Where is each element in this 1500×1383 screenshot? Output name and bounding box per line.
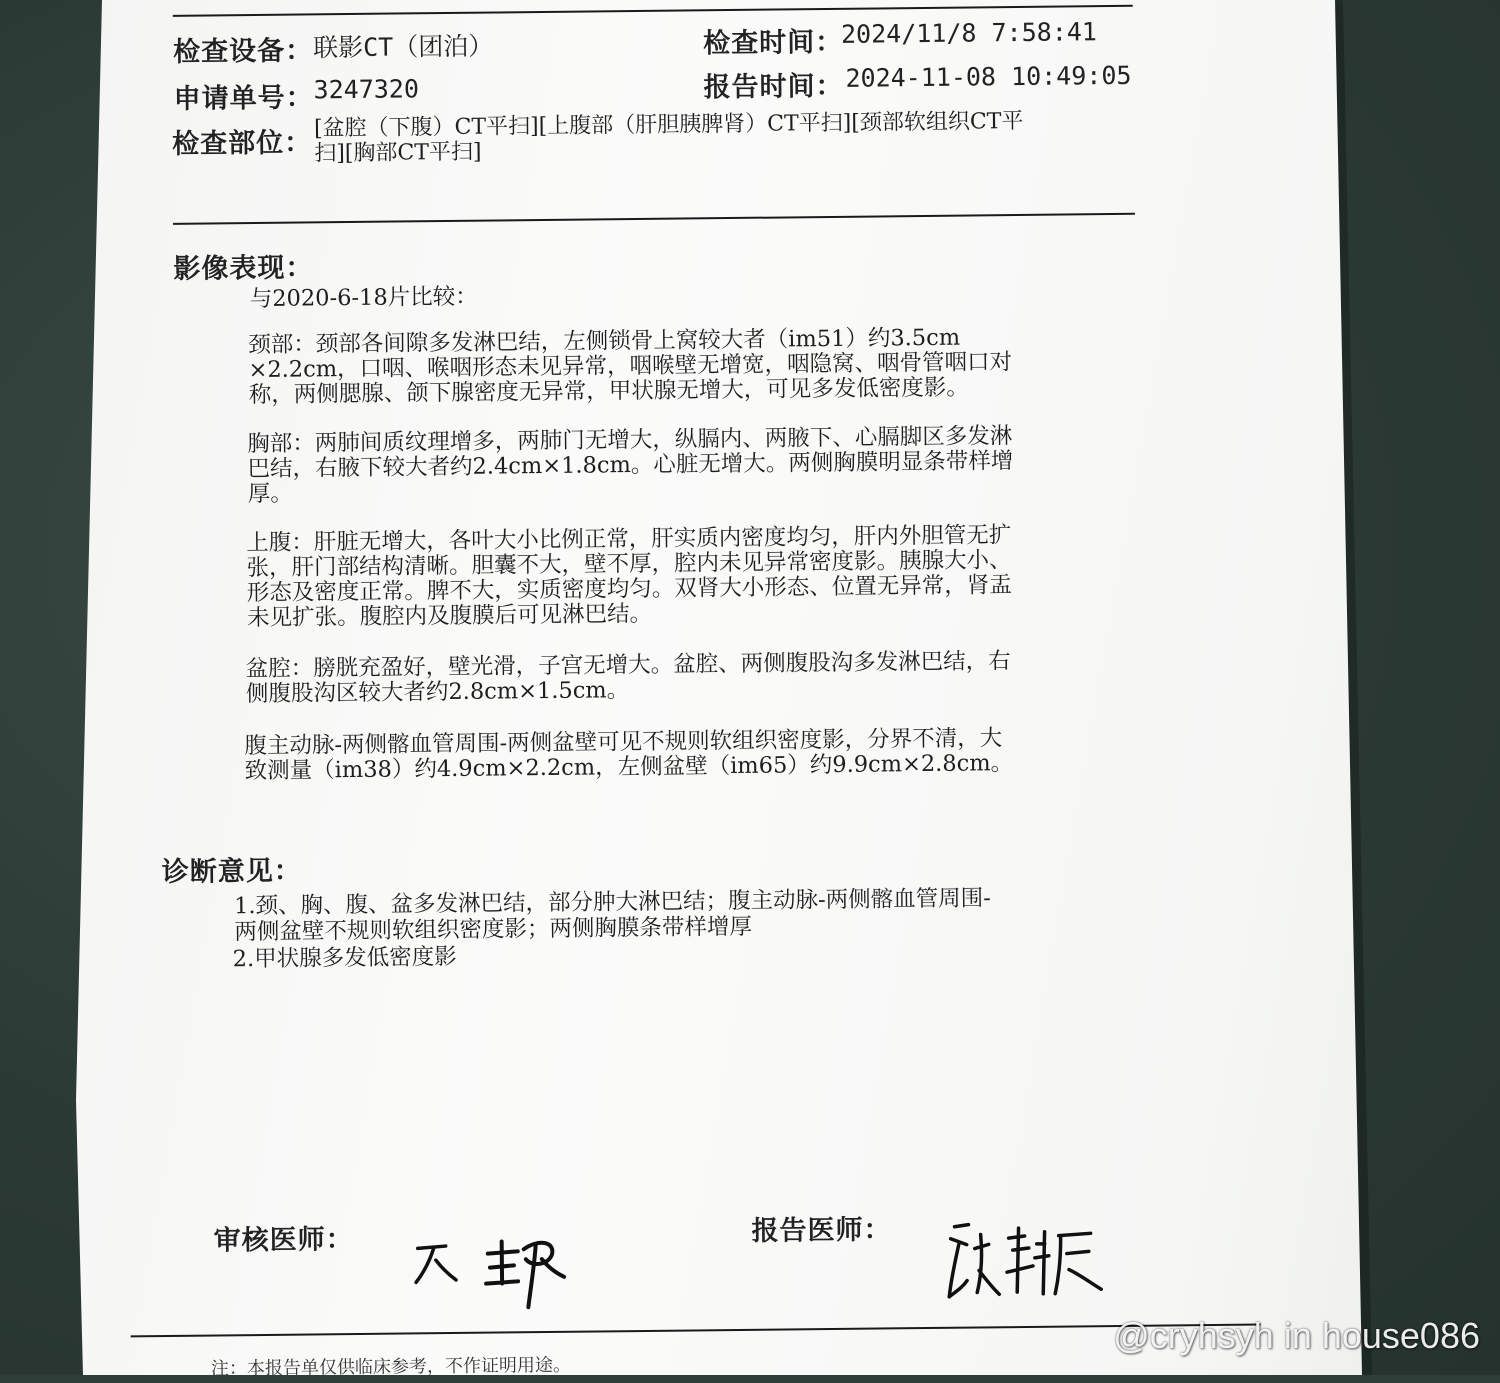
exam-time-value: 2024/11/8 7:58:41 — [840, 17, 1098, 49]
upper-abdomen-line-1: 上腹：肝脏无增大，各叶大小比例正常，肝实质内密度均匀，肝内外胆管无扩 — [246, 522, 1012, 557]
top-rule — [173, 5, 1133, 17]
device-value: 联影CT（团泊） — [313, 31, 494, 63]
aorta-line-1: 腹主动脉-两侧髂血管周围-两侧盆壁可见不规则软组织密度影，分界不清，大 — [244, 725, 1003, 760]
report-time-value: 2024-11-08 10:49:05 — [845, 60, 1132, 93]
reviewer-label: 审核医师： — [213, 1224, 354, 1257]
reporter-label: 报告医师： — [751, 1214, 892, 1247]
pelvis-line-1: 盆腔：膀胱充盈好，壁光滑，子宫无增大。盆腔、两侧腹股沟多发淋巴结，右 — [245, 648, 1011, 683]
neck-line-1: 颈部：颈部各间隙多发淋巴结，左侧锁骨上窝较大者（im51）约3.5cm — [248, 324, 961, 359]
diagnosis-line-1: 1.颈、胸、腹、盆多发淋巴结，部分肿大淋巴结；腹主动脉-两侧髂血管周围- — [234, 885, 991, 920]
exam-site-label: 检查部位： — [171, 127, 313, 160]
header-divider — [173, 213, 1135, 225]
upper-abdomen-line-2: 张，肝门部结构清晰。胆囊不大，壁不厚，腔内未见异常密度影。胰腺大小、 — [246, 547, 1012, 582]
reviewer-signature — [405, 1219, 576, 1316]
comparison-line: 与2020-6-18片比较： — [249, 283, 478, 313]
exam-site-line-1: [盆腔（下腹）CT平扫][上腹部（肝胆胰脾肾）CT平扫][颈部软组织CT平 — [313, 108, 1024, 142]
chest-line-3: 厚。 — [247, 480, 293, 508]
pelvis-line-2: 侧腹股沟区较大者约2.8cm×1.5cm。 — [245, 677, 630, 708]
neck-line-2: ×2.2cm，口咽、喉咽形态未见异常，咽喉壁无增宽，咽隐窝、咽骨管咽口对 — [248, 349, 1013, 384]
diagnosis-line-3: 2.甲状腺多发低密度影 — [232, 943, 457, 973]
findings-heading: 影像表现： — [173, 252, 314, 285]
aorta-line-2: 致测量（im38）约4.9cm×2.2cm，左侧盆壁（im65）约9.9cm×2.8cm。 — [244, 750, 1014, 785]
upper-abdomen-line-3: 形态及密度正常。脾不大，实质密度均匀。双肾大小形态、位置无异常，肾盂 — [246, 572, 1012, 607]
report-time-label: 报告时间： — [703, 70, 844, 104]
neck-line-3: 称，两侧腮腺、颌下腺密度无异常，甲状腺无增大，可见多发低密度影。 — [248, 374, 969, 409]
upper-abdomen-line-4: 未见扩张。腹腔内及腹膜后可见淋巴结。 — [246, 600, 653, 632]
footer-divider — [131, 1324, 1261, 1338]
chest-line-1: 胸部：两肺间质纹理增多，两肺门无增大，纵膈内、两腋下、心膈脚区多发淋 — [247, 423, 1013, 458]
request-number-label: 申请单号： — [173, 82, 314, 115]
reporter-signature — [940, 1213, 1111, 1310]
diagnosis-line-2: 两侧盆壁不规则软组织密度影；两侧胸膜条带样增厚 — [234, 913, 753, 946]
chest-line-2: 巴结，右腋下较大者约2.4cm×1.8cm。心脏无增大。两侧胸膜明显条带样增 — [247, 448, 1014, 483]
exam-site-line-2: 扫][胸部CT平扫] — [314, 139, 482, 167]
diagnosis-heading: 诊断意见： — [161, 855, 302, 889]
footer-note: 注：本报告单仅供临床参考，不作证明用途。 — [210, 1354, 572, 1380]
watermark: @cryhsyh in house086 — [1113, 1315, 1480, 1356]
exam-time-label: 检查时间： — [702, 26, 844, 60]
device-label: 检查设备： — [173, 35, 314, 68]
request-number-value: 3247320 — [313, 74, 420, 105]
